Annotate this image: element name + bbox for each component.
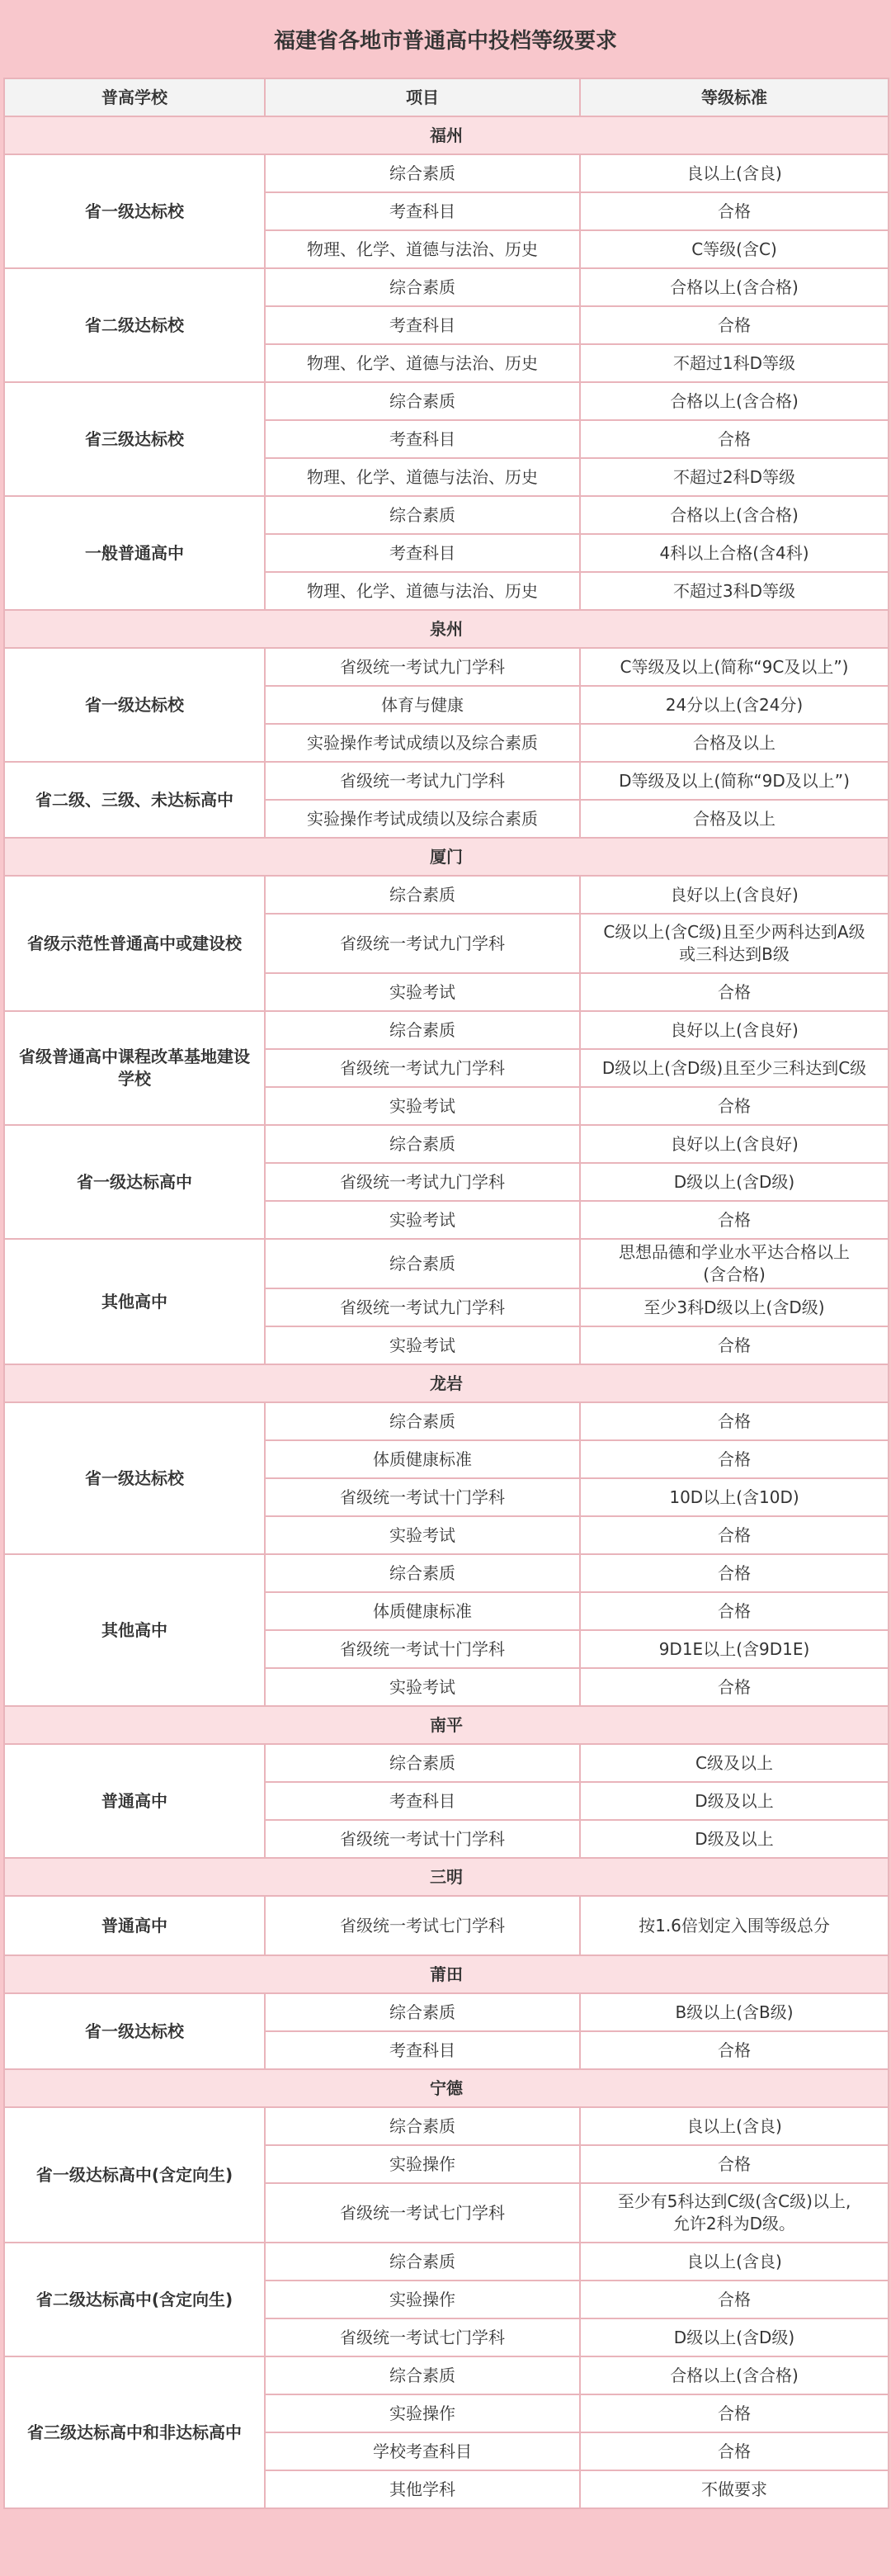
item-cell: 考查科目 bbox=[265, 1782, 580, 1820]
item-cell: 实验操作考试成绩以及综合素质 bbox=[265, 724, 580, 762]
standard-cell: 合格及以上 bbox=[580, 724, 889, 762]
page-title: 福建省各地市普通高中投档等级要求 bbox=[273, 28, 617, 54]
standard-cell: 合格 bbox=[580, 2281, 889, 2318]
table-row bbox=[4, 496, 889, 534]
standard-cell: 良好以上(含良好) bbox=[580, 1125, 889, 1163]
item-cell: 实验考试 bbox=[265, 1516, 580, 1554]
standard-cell: 合格 bbox=[580, 2432, 889, 2470]
item-cell: 实验操作 bbox=[265, 2281, 580, 2318]
item-cell: 综合素质 bbox=[265, 382, 580, 420]
table-row bbox=[4, 1896, 889, 1955]
city-row-fuzhou bbox=[4, 116, 889, 154]
item-cell: 综合素质 bbox=[265, 1125, 580, 1163]
standard-cell: D级以上(含D级)且至少三科达到C级 bbox=[580, 1049, 889, 1087]
school-name: 省一级达标校 bbox=[4, 154, 265, 268]
header-school: 普高学校 bbox=[4, 78, 265, 116]
school-name: 省三级达标校 bbox=[4, 382, 265, 496]
item-cell: 省级统一考试十门学科 bbox=[265, 1820, 580, 1858]
table-row bbox=[4, 762, 889, 800]
standard-cell: D等级及以上(简称“9D及以上”) bbox=[580, 762, 889, 800]
table-row bbox=[4, 154, 889, 192]
requirements-table bbox=[3, 78, 889, 2509]
city-name: 泉州 bbox=[4, 610, 889, 648]
table-row bbox=[4, 1554, 889, 1592]
standard-cell: 良以上(含良) bbox=[580, 2107, 889, 2145]
standard-cell: 10D以上(含10D) bbox=[580, 1478, 889, 1516]
standard-line: (含合格) bbox=[703, 1264, 766, 1284]
standard-cell: C等级及以上(简称“9C及以上”) bbox=[580, 648, 889, 686]
school-name: 省一级达标高中(含定向生) bbox=[4, 2107, 265, 2243]
item-cell: 综合素质 bbox=[265, 268, 580, 306]
item-cell: 综合素质 bbox=[265, 1402, 580, 1440]
standard-cell: 合格 bbox=[580, 2145, 889, 2183]
standard-line: 思想品德和学业水平达合格以上 bbox=[619, 1242, 850, 1262]
standard-cell: 合格 bbox=[580, 1402, 889, 1440]
standard-cell: 不超过2科D等级 bbox=[580, 458, 889, 496]
city-row-longyan bbox=[4, 1364, 889, 1402]
school-name: 省二级达标校 bbox=[4, 268, 265, 382]
city-row-putian bbox=[4, 1955, 889, 1993]
city-name: 三明 bbox=[4, 1858, 889, 1896]
item-cell: 实验操作 bbox=[265, 2394, 580, 2432]
standard-cell: 按1.6倍划定入围等级总分 bbox=[580, 1896, 889, 1955]
item-cell: 物理、化学、道德与法治、历史 bbox=[265, 572, 580, 610]
school-name: 其他高中 bbox=[4, 1239, 265, 1364]
standard-cell: 9D1E以上(含9D1E) bbox=[580, 1630, 889, 1668]
table-row bbox=[4, 382, 889, 420]
school-name: 其他高中 bbox=[4, 1554, 265, 1706]
item-cell: 实验考试 bbox=[265, 1201, 580, 1239]
standard-cell: 不超过1科D等级 bbox=[580, 344, 889, 382]
item-cell: 省级统一考试九门学科 bbox=[265, 1288, 580, 1326]
school-name: 普通高中 bbox=[4, 1896, 265, 1955]
standard-cell: 4科以上合格(含4科) bbox=[580, 534, 889, 572]
city-row-xiamen bbox=[4, 838, 889, 876]
table-row bbox=[4, 268, 889, 306]
standard-cell: 合格以上(含合格) bbox=[580, 382, 889, 420]
school-name: 省一级达标校 bbox=[4, 1402, 265, 1554]
item-cell: 考查科目 bbox=[265, 306, 580, 344]
item-cell: 省级统一考试七门学科 bbox=[265, 2318, 580, 2356]
item-cell: 物理、化学、道德与法治、历史 bbox=[265, 458, 580, 496]
standard-cell: 合格 bbox=[580, 192, 889, 230]
table-row bbox=[4, 1011, 889, 1049]
item-cell: 省级统一考试九门学科 bbox=[265, 648, 580, 686]
school-name: 省级普通高中课程改革基地建设学校 bbox=[4, 1011, 265, 1125]
header-standard: 等级标准 bbox=[580, 78, 889, 116]
item-cell: 其他学科 bbox=[265, 2470, 580, 2508]
table-row bbox=[4, 1239, 889, 1288]
table-row bbox=[4, 2356, 889, 2394]
table-row bbox=[4, 1993, 889, 2031]
school-name: 普通高中 bbox=[4, 1744, 265, 1858]
standard-cell: D级以上(含D级) bbox=[580, 2318, 889, 2356]
standard-cell: 良以上(含良) bbox=[580, 154, 889, 192]
item-cell: 体育与健康 bbox=[265, 686, 580, 724]
item-cell: 实验操作 bbox=[265, 2145, 580, 2183]
table-row bbox=[4, 1125, 889, 1163]
standard-cell: 不超过3科D等级 bbox=[580, 572, 889, 610]
standard-cell: 良以上(含良) bbox=[580, 2243, 889, 2281]
standard-cell: 不做要求 bbox=[580, 2470, 889, 2508]
city-name: 宁德 bbox=[4, 2069, 889, 2107]
item-cell: 考查科目 bbox=[265, 420, 580, 458]
standard-cell: 合格 bbox=[580, 1201, 889, 1239]
item-cell: 学校考查科目 bbox=[265, 2432, 580, 2470]
table-row bbox=[4, 1402, 889, 1440]
standard-cell: 合格以上(含合格) bbox=[580, 2356, 889, 2394]
standard-cell: 合格 bbox=[580, 1592, 889, 1630]
item-cell: 省级统一考试十门学科 bbox=[265, 1630, 580, 1668]
standard-cell: 至少3科D级以上(含D级) bbox=[580, 1288, 889, 1326]
item-cell: 综合素质 bbox=[265, 2243, 580, 2281]
item-cell: 综合素质 bbox=[265, 496, 580, 534]
table-row bbox=[4, 2243, 889, 2281]
standard-cell: D级及以上 bbox=[580, 1782, 889, 1820]
standard-line: C级以上(含C级)且至少两科达到A级 bbox=[603, 922, 865, 942]
standard-cell: D级以上(含D级) bbox=[580, 1163, 889, 1201]
item-cell: 省级统一考试九门学科 bbox=[265, 1049, 580, 1087]
standard-cell: 良好以上(含良好) bbox=[580, 876, 889, 914]
city-name: 莆田 bbox=[4, 1955, 889, 1993]
standard-line: 允许2科为D级。 bbox=[672, 2214, 796, 2233]
standard-cell bbox=[580, 914, 889, 973]
item-cell: 省级统一考试九门学科 bbox=[265, 762, 580, 800]
standard-cell: 合格 bbox=[580, 420, 889, 458]
table-row bbox=[4, 648, 889, 686]
item-cell: 综合素质 bbox=[265, 1239, 580, 1288]
item-cell: 考查科目 bbox=[265, 534, 580, 572]
school-name: 省二级达标高中(含定向生) bbox=[4, 2243, 265, 2356]
standard-cell: 合格 bbox=[580, 1087, 889, 1125]
item-cell: 物理、化学、道德与法治、历史 bbox=[265, 344, 580, 382]
table-row bbox=[4, 876, 889, 914]
standard-cell: 合格 bbox=[580, 1440, 889, 1478]
item-cell: 综合素质 bbox=[265, 154, 580, 192]
school-name: 省级示范性普通高中或建设校 bbox=[4, 876, 265, 1011]
item-cell: 物理、化学、道德与法治、历史 bbox=[265, 230, 580, 268]
city-name: 厦门 bbox=[4, 838, 889, 876]
item-cell: 实验考试 bbox=[265, 973, 580, 1011]
item-cell: 实验考试 bbox=[265, 1087, 580, 1125]
city-name: 龙岩 bbox=[4, 1364, 889, 1402]
item-cell: 综合素质 bbox=[265, 876, 580, 914]
item-cell: 考查科目 bbox=[265, 192, 580, 230]
item-cell: 综合素质 bbox=[265, 2356, 580, 2394]
item-cell: 省级统一考试十门学科 bbox=[265, 1478, 580, 1516]
item-cell: 省级统一考试七门学科 bbox=[265, 2183, 580, 2243]
item-cell: 综合素质 bbox=[265, 1993, 580, 2031]
city-row-nanping bbox=[4, 1706, 889, 1744]
school-name: 省一级达标校 bbox=[4, 648, 265, 762]
item-cell: 体质健康标准 bbox=[265, 1440, 580, 1478]
standard-cell bbox=[580, 1239, 889, 1288]
standard-cell: C级及以上 bbox=[580, 1744, 889, 1782]
item-cell: 实验操作考试成绩以及综合素质 bbox=[265, 800, 580, 838]
table-header-row bbox=[4, 78, 889, 116]
standard-cell: 合格 bbox=[580, 1554, 889, 1592]
school-name: 省二级、三级、未达标高中 bbox=[4, 762, 265, 838]
city-row-ningde bbox=[4, 2069, 889, 2107]
standard-cell: B级以上(含B级) bbox=[580, 1993, 889, 2031]
standard-cell: D级及以上 bbox=[580, 1820, 889, 1858]
item-cell: 省级统一考试九门学科 bbox=[265, 914, 580, 973]
item-cell: 综合素质 bbox=[265, 2107, 580, 2145]
item-cell: 综合素质 bbox=[265, 1744, 580, 1782]
standard-cell: 24分以上(含24分) bbox=[580, 686, 889, 724]
item-cell: 省级统一考试九门学科 bbox=[265, 1163, 580, 1201]
standard-cell: 合格 bbox=[580, 973, 889, 1011]
city-row-quanzhou bbox=[4, 610, 889, 648]
city-name: 南平 bbox=[4, 1706, 889, 1744]
standard-cell bbox=[580, 2183, 889, 2243]
standard-cell: 良好以上(含良好) bbox=[580, 1011, 889, 1049]
standard-cell: 合格 bbox=[580, 1668, 889, 1706]
item-cell: 综合素质 bbox=[265, 1554, 580, 1592]
school-name: 省三级达标高中和非达标高中 bbox=[4, 2356, 265, 2508]
item-cell: 省级统一考试七门学科 bbox=[265, 1896, 580, 1955]
standard-cell: 合格以上(含合格) bbox=[580, 268, 889, 306]
item-cell: 体质健康标准 bbox=[265, 1592, 580, 1630]
standard-cell: 合格 bbox=[580, 2394, 889, 2432]
standard-cell: C等级(含C) bbox=[580, 230, 889, 268]
standard-cell: 合格 bbox=[580, 306, 889, 344]
school-name: 省一级达标高中 bbox=[4, 1125, 265, 1239]
standard-cell: 合格 bbox=[580, 1326, 889, 1364]
item-cell: 综合素质 bbox=[265, 1011, 580, 1049]
header-item: 项目 bbox=[265, 78, 580, 116]
standard-cell: 合格 bbox=[580, 1516, 889, 1554]
standard-line: 至少有5科达到C级(含C级)以上, bbox=[617, 2191, 851, 2211]
item-cell: 实验考试 bbox=[265, 1326, 580, 1364]
city-row-sanming bbox=[4, 1858, 889, 1896]
table-row bbox=[4, 1744, 889, 1782]
standard-cell: 合格 bbox=[580, 2031, 889, 2069]
school-name: 省一级达标校 bbox=[4, 1993, 265, 2069]
table-row bbox=[4, 2107, 889, 2145]
standard-cell: 合格以上(含合格) bbox=[580, 496, 889, 534]
item-cell: 实验考试 bbox=[265, 1668, 580, 1706]
school-name: 一般普通高中 bbox=[4, 496, 265, 610]
item-cell: 考查科目 bbox=[265, 2031, 580, 2069]
standard-line: 或三科达到B级 bbox=[679, 944, 790, 964]
standard-cell: 合格及以上 bbox=[580, 800, 889, 838]
city-name: 福州 bbox=[4, 116, 889, 154]
